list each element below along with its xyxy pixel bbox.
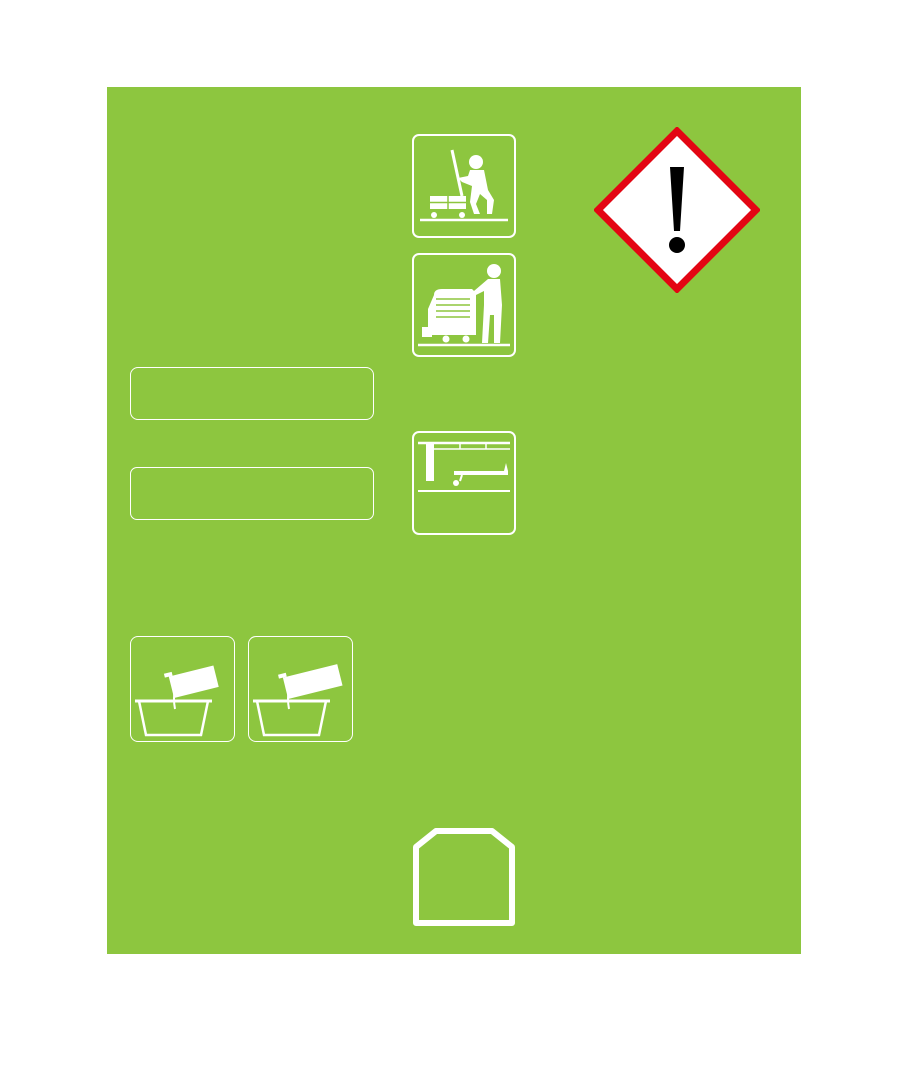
measuring-cup-bucket-icon [131, 637, 234, 741]
concentrate-badge [130, 367, 374, 420]
agapit-logo [410, 827, 518, 927]
floor-surface-icon [412, 431, 516, 535]
ph-scale [130, 467, 374, 520]
machine-dosage-pictogram [248, 636, 353, 742]
product-label [107, 87, 801, 954]
manual-mopping-icon [412, 134, 516, 238]
ph-title [130, 444, 134, 462]
producer-info [130, 822, 380, 826]
measuring-cup-bucket-icon [249, 637, 352, 741]
ghs-exclamation-hazard-icon [594, 127, 760, 293]
manual-dosage-pictogram [130, 636, 235, 742]
floor-scrubber-machine-icon [412, 253, 516, 357]
